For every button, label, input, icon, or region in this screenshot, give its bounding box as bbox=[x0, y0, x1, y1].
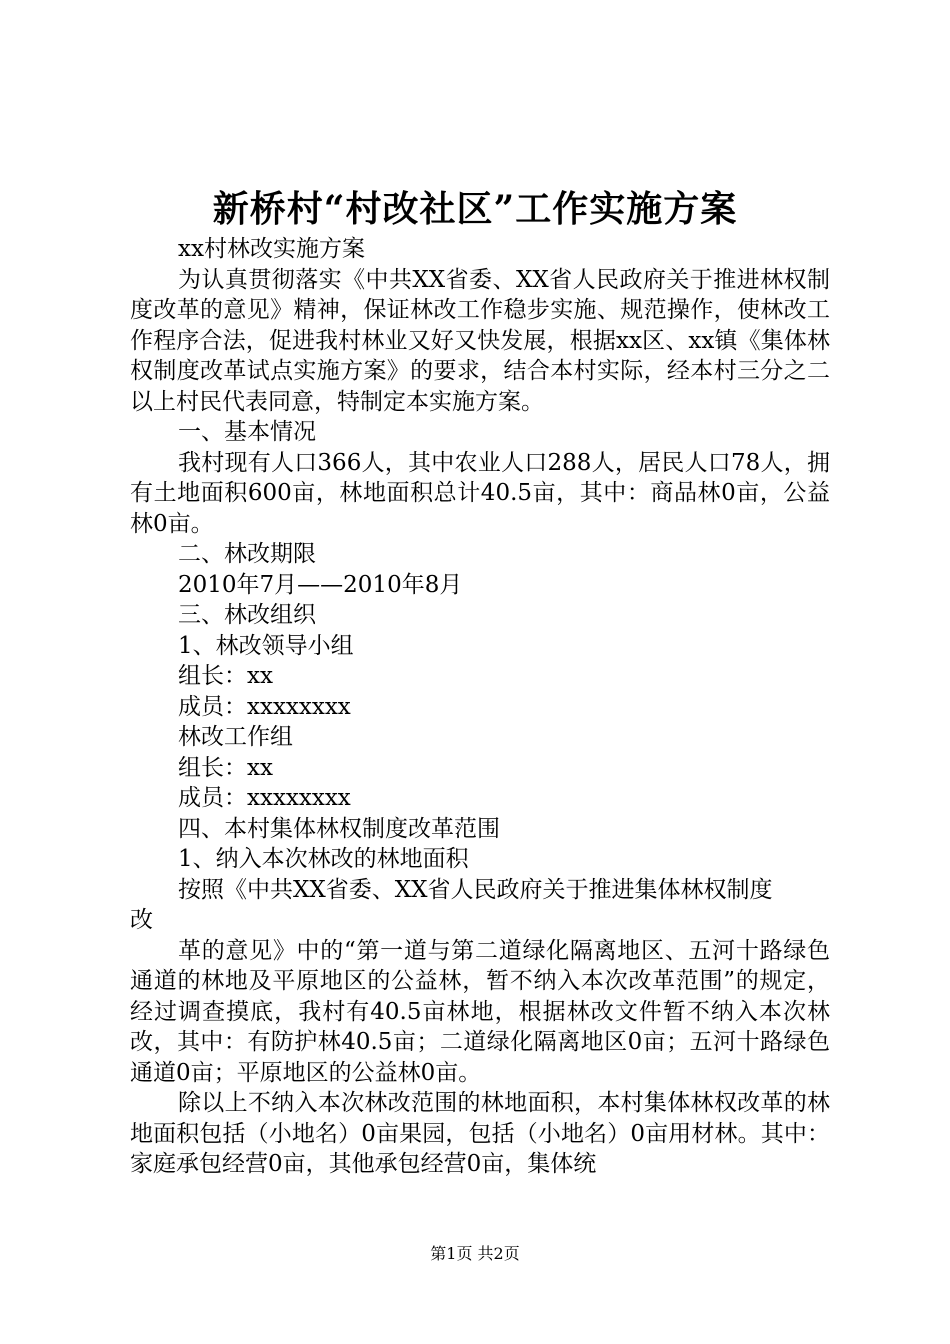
document-title: 新桥村“村改社区”工作实施方案 bbox=[212, 188, 738, 230]
heading-reform-scope: 四、本村集体林权制度改革范围 bbox=[178, 815, 500, 842]
paragraph-reform-area: 除以上不纳入本次林改范围的林地面积，本村集体林权改革的林地面积包括（小地名）0亩果园，包括（小地名）0亩用材林。其中：家庭承包经营0亩，其他承包经营0亩，集体统 bbox=[130, 1090, 830, 1177]
heading-basic-situation: 一、基本情况 bbox=[178, 419, 316, 445]
leader-line: 组长：xx bbox=[178, 663, 273, 689]
paragraph-intro: 为认真贯彻落实《中共XX省委、XX省人民政府关于推进林权制度改革的意见》精神，保证林改工作稳步实施、规范操作，使林改工作程序合法，促进我村林业又好又快发展，根据xx区、xx镇《集体林权制度改革试点实施方案》的要求，结合本村实际，经本村三分之二以上村民代表同意，特制定本实施方案。 bbox=[130, 266, 830, 415]
paragraph-period: 2010年7月——2010年8月 bbox=[178, 571, 463, 598]
subheading-working-group: 林改工作组 bbox=[178, 724, 293, 750]
paragraph-subtitle: xx村林改实施方案 bbox=[178, 236, 365, 262]
document-body bbox=[130, 234, 830, 1180]
paragraph-according-to: 按照《中共XX省委、XX省人民政府关于推进集体林权制度 bbox=[178, 876, 773, 903]
heading-organization: 三、林改组织 bbox=[178, 602, 316, 628]
paragraph-fragment: 改 bbox=[130, 907, 153, 933]
heading-period: 二、林改期限 bbox=[178, 541, 316, 567]
paragraph-basic-situation: 我村现有人口366人，其中农业人口288人，居民人口78人，拥有土地面积600亩，林地面积总计40.5亩，其中：商品林0亩，公益林0亩。 bbox=[130, 449, 830, 537]
members-line: 成员：xxxxxxxx bbox=[178, 693, 351, 720]
page-footer: 第1页 共2页 bbox=[430, 1244, 520, 1263]
members-line: 成员：xxxxxxxx bbox=[178, 785, 351, 811]
subheading-leadership-group: 1、林改领导小组 bbox=[178, 632, 354, 659]
leader-line: 组长：xx bbox=[178, 754, 273, 781]
subheading-forest-area: 1、纳入本次林改的林地面积 bbox=[178, 846, 469, 872]
paragraph-regulation: 革的意见》中的“第一道与第二道绿化隔离地区、五河十路绿色通道的林地及平原地区的公益林，暂不纳入本次改革范围”的规定，经过调查摸底，我村有40.5亩林地，根据林改文件暂不纳入本次林改，其中：有防护林40.5亩；二道绿化隔离地区0亩；五河十路绿色通道0亩；平原地区的公益林0亩。 bbox=[130, 937, 830, 1086]
